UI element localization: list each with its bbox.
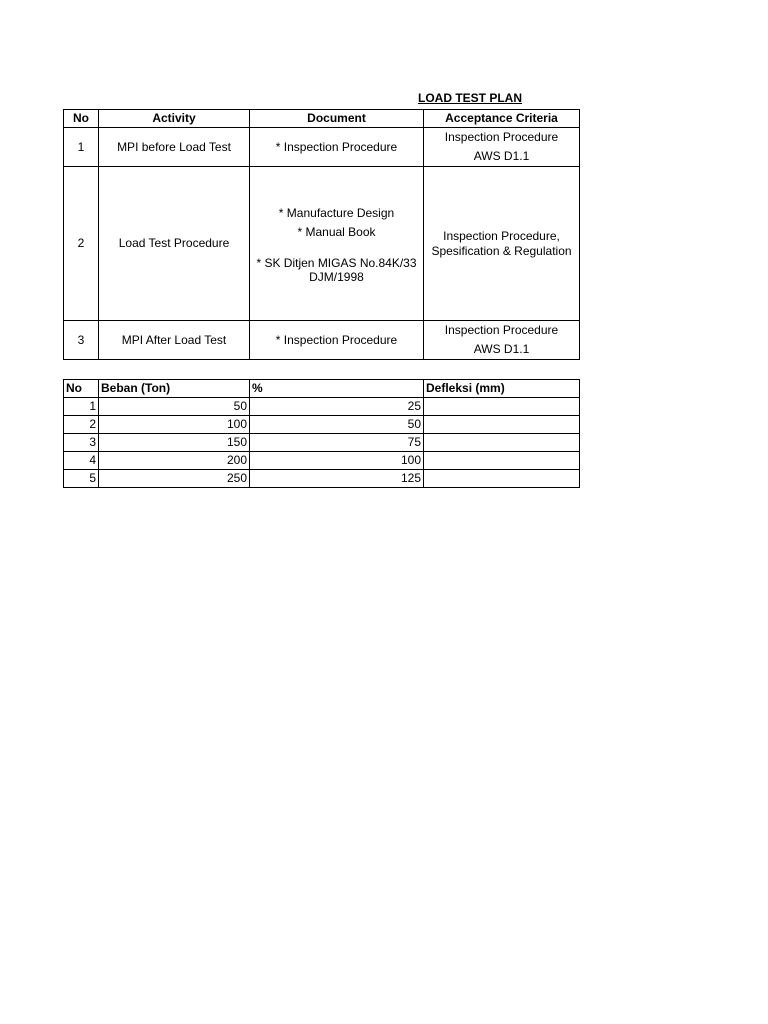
row-no: 3: [64, 321, 99, 360]
row-criteria: [424, 167, 580, 321]
cell-no: 3: [64, 434, 99, 452]
header-no: No: [64, 110, 99, 128]
header-activity: Activity: [99, 110, 250, 128]
cell-beban: 100: [99, 416, 250, 434]
cell-no: 1: [64, 398, 99, 416]
criteria-line: Inspection Procedure: [444, 323, 559, 337]
document-item: * Inspection Procedure: [275, 139, 398, 154]
header-acceptance-criteria: Acceptance Criteria: [424, 110, 580, 128]
cell-no: 4: [64, 452, 99, 470]
cell-beban: 200: [99, 452, 250, 470]
criteria-line: Inspection Procedure,: [443, 228, 560, 243]
table-row: [64, 416, 580, 434]
document-item: * Manual Book: [297, 224, 376, 239]
document-item: * SK Ditjen MIGAS No.84K/33: [256, 255, 417, 270]
row-document: [250, 167, 424, 321]
cell-no: 2: [64, 416, 99, 434]
table-row: [64, 470, 580, 488]
cell-percent: 25: [250, 398, 424, 416]
row-criteria: [424, 321, 580, 360]
row-activity: MPI After Load Test: [99, 321, 250, 360]
criteria-line: AWS D1.1: [473, 342, 530, 356]
deflection-table: [63, 379, 580, 488]
row-criteria: [424, 128, 580, 167]
load-test-plan-table: [63, 109, 580, 360]
cell-defleksi: [424, 398, 580, 416]
header-beban: Beban (Ton): [99, 380, 250, 398]
spacer: [252, 242, 421, 256]
deflection-header-row: [64, 380, 580, 398]
header-defleksi: Defleksi (mm): [424, 380, 580, 398]
cell-beban: 50: [99, 398, 250, 416]
header-no: No: [64, 380, 99, 398]
row-document: [250, 321, 424, 360]
cell-percent: 75: [250, 434, 424, 452]
plan-row-2: [64, 167, 580, 321]
cell-percent: 125: [250, 470, 424, 488]
document-item: * Manufacture Design: [278, 205, 395, 220]
cell-no: 5: [64, 470, 99, 488]
cell-percent: 50: [250, 416, 424, 434]
cell-defleksi: [424, 416, 580, 434]
cell-beban: 150: [99, 434, 250, 452]
cell-defleksi: [424, 434, 580, 452]
plan-header-row: [64, 110, 580, 128]
cell-percent: 100: [250, 452, 424, 470]
cell-defleksi: [424, 452, 580, 470]
row-activity: Load Test Procedure: [99, 167, 250, 321]
table-row: [64, 398, 580, 416]
document-item: DJM/1998: [309, 269, 364, 284]
cell-beban: 250: [99, 470, 250, 488]
plan-row-3: [64, 321, 580, 360]
plan-row-1: [64, 128, 580, 167]
document-item: * Inspection Procedure: [275, 332, 398, 347]
header-percent: %: [250, 380, 424, 398]
table-row: [64, 434, 580, 452]
cell-defleksi: [424, 470, 580, 488]
criteria-line: Inspection Procedure: [444, 130, 559, 144]
criteria-line: Spesification & Regulation: [431, 243, 572, 258]
criteria-line: AWS D1.1: [473, 149, 530, 163]
row-no: 1: [64, 128, 99, 167]
table-row: [64, 452, 580, 470]
row-document: [250, 128, 424, 167]
row-activity: MPI before Load Test: [99, 128, 250, 167]
header-document: Document: [250, 110, 424, 128]
row-no: 2: [64, 167, 99, 321]
document-title: LOAD TEST PLAN: [418, 91, 522, 105]
